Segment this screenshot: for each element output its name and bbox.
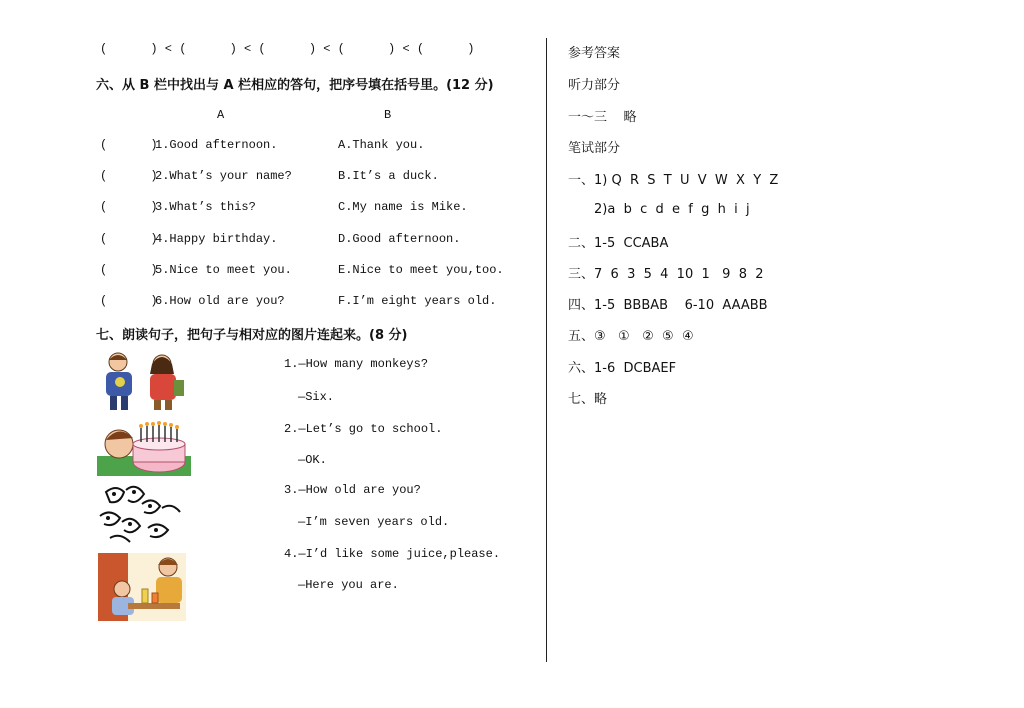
dialog-answer: —Six. bbox=[298, 390, 335, 404]
answer-line: 四、1-5 BBBAB 6-10 AAABB bbox=[568, 298, 768, 313]
answer-blank[interactable]: ( ) bbox=[100, 232, 158, 246]
column-a-item: 6.How old are you? bbox=[155, 294, 285, 308]
section-7-title: 七、朗读句子，把句子与相对应的图片连起来。(8 分) bbox=[96, 328, 408, 343]
column-a-item: 3.What’s this? bbox=[155, 200, 256, 214]
dialog-question: 1.—How many monkeys? bbox=[284, 357, 429, 371]
column-b-item: B.It’s a duck. bbox=[338, 169, 439, 183]
answer-blank[interactable]: ( ) bbox=[100, 169, 158, 183]
column-a-header: A bbox=[217, 108, 225, 122]
answer-line: 二、1-5 CCABA bbox=[568, 236, 669, 251]
two-children-picture[interactable] bbox=[98, 350, 190, 412]
column-b-item: F.I’m eight years old. bbox=[338, 294, 497, 308]
column-a-item: 4.Happy birthday. bbox=[155, 232, 278, 246]
answer-blank[interactable]: ( ) bbox=[100, 263, 158, 277]
monkeys-picture[interactable] bbox=[96, 482, 184, 548]
listening-answer: 一～三 略 bbox=[568, 110, 637, 125]
answer-blank[interactable]: ( ) bbox=[100, 200, 158, 214]
answer-blank[interactable]: ( ) bbox=[100, 294, 158, 308]
column-b-item: C.My name is Mike. bbox=[338, 200, 468, 214]
answer-line: 一、1) Q R S T U V W X Y Z bbox=[568, 173, 779, 188]
answer-key-heading: 参考答案 bbox=[568, 46, 621, 61]
answer-line: 七、略 bbox=[568, 392, 608, 407]
column-b-item: D.Good afternoon. bbox=[338, 232, 461, 246]
dialog-answer: —OK. bbox=[298, 453, 327, 467]
section-6-title: 六、从 B 栏中找出与 A 栏相应的答句，把序号填在括号里。(12 分) bbox=[96, 78, 494, 93]
dialog-question: 2.—Let’s go to school. bbox=[284, 422, 443, 436]
answer-blank[interactable]: ( ) bbox=[100, 138, 158, 152]
answer-line: 三、7 6 3 5 4 10 1 9 8 2 bbox=[568, 267, 764, 282]
dialog-answer: —Here you are. bbox=[298, 578, 399, 592]
column-b-item: A.Thank you. bbox=[338, 138, 425, 152]
column-a-item: 5.Nice to meet you. bbox=[155, 263, 292, 277]
listening-section-label: 听力部分 bbox=[568, 78, 621, 93]
column-divider bbox=[546, 38, 547, 662]
comparison-blanks-line: ( ) < ( ) < ( ) < ( ) < ( ) bbox=[100, 42, 475, 56]
column-a-item: 2.What’s your name? bbox=[155, 169, 292, 183]
dialog-question: 4.—I’d like some juice,please. bbox=[284, 547, 501, 561]
answer-line: 2)a b c d e f g h i j bbox=[594, 202, 750, 217]
written-section-label: 笔试部分 bbox=[568, 141, 621, 156]
column-b-header: B bbox=[384, 108, 392, 122]
dialog-question: 3.—How old are you? bbox=[284, 483, 421, 497]
column-a-item: 1.Good afternoon. bbox=[155, 138, 278, 152]
juice-picture[interactable] bbox=[98, 553, 186, 621]
answer-line: 五、③ ① ② ⑤ ④ bbox=[568, 329, 694, 344]
column-b-item: E.Nice to meet you,too. bbox=[338, 263, 504, 277]
dialog-answer: —I’m seven years old. bbox=[298, 515, 450, 529]
birthday-cake-picture[interactable] bbox=[97, 420, 191, 476]
answer-line: 六、1-6 DCBAEF bbox=[568, 361, 677, 376]
